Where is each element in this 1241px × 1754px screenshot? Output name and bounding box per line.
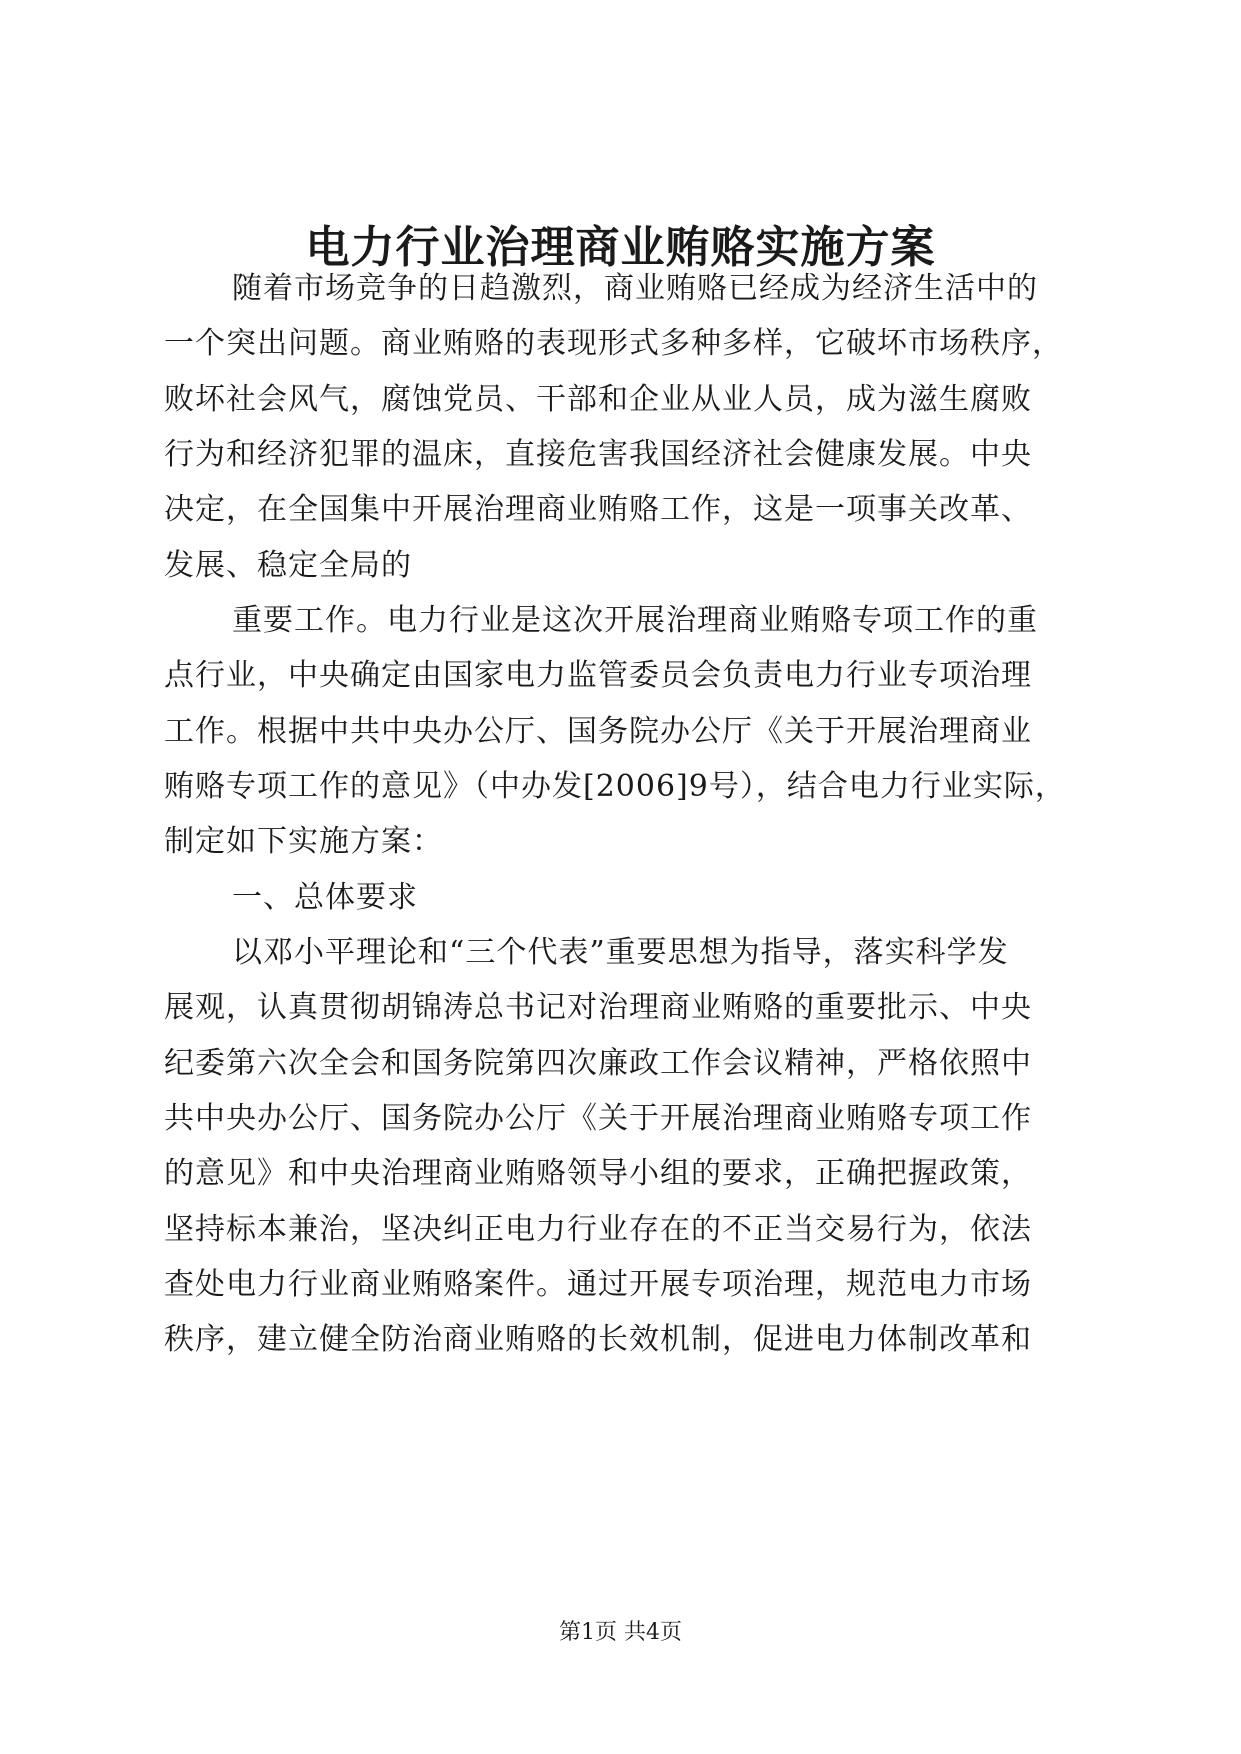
body-line: 随着市场竞争的日趋激烈，商业贿赂已经成为经济生活中的 [232, 271, 1038, 306]
body-line: 重要工作。电力行业是这次开展治理商业贿赂专项工作的重 [232, 603, 1038, 638]
section-heading: 一、总体要求 [232, 880, 418, 915]
body-line: 点行业，中央确定由国家电力监管委员会负责电力行业专项治理 [164, 658, 1032, 693]
body-line: 以邓小平理论和“三个代表”重要思想为指导，落实科学发 [232, 935, 1009, 970]
page-number: 第1页 共4页 [559, 1620, 682, 1645]
body-line: 发展、稳定全局的 [164, 548, 412, 583]
body-line: 决定，在全国集中开展治理商业贿赂工作，这是一项事关改革、 [164, 492, 1032, 527]
body-line: 展观，认真贯彻胡锦涛总书记对治理商业贿赂的重要批示、中央 [164, 990, 1032, 1025]
body-line: 贿赂专项工作的意见》（中办发[2006]9号），结合电力行业实际， [164, 769, 1066, 804]
body-line: 纪委第六次全会和国务院第四次廉政工作会议精神，严格依照中 [164, 1046, 1032, 1081]
body-line: 工作。根据中共中央办公厅、国务院办公厅《关于开展治理商业 [164, 714, 1032, 749]
document-title: 电力行业治理商业贿赂实施方案 [305, 222, 936, 273]
body-line: 败坏社会风气，腐蚀党员、干部和企业从业人员，成为滋生腐败 [164, 382, 1032, 417]
body-line: 的意见》和中央治理商业贿赂领导小组的要求，正确把握政策， [164, 1156, 1032, 1191]
body-line: 一个突出问题。商业贿赂的表现形式多种多样，它破坏市场秩序， [164, 326, 1063, 361]
body-line: 共中央办公厅、国务院办公厅《关于开展治理商业贿赂专项工作 [164, 1101, 1032, 1136]
body-line: 制定如下实施方案： [164, 824, 443, 859]
body-line: 查处电力行业商业贿赂案件。通过开展专项治理，规范电力市场 [164, 1267, 1032, 1302]
body-line: 秩序，建立健全防治商业贿赂的长效机制，促进电力体制改革和 [164, 1322, 1032, 1357]
body-line: 坚持标本兼治，坚决纠正电力行业存在的不正当交易行为，依法 [164, 1212, 1032, 1247]
body-line: 行为和经济犯罪的温床，直接危害我国经济社会健康发展。中央 [164, 437, 1032, 472]
